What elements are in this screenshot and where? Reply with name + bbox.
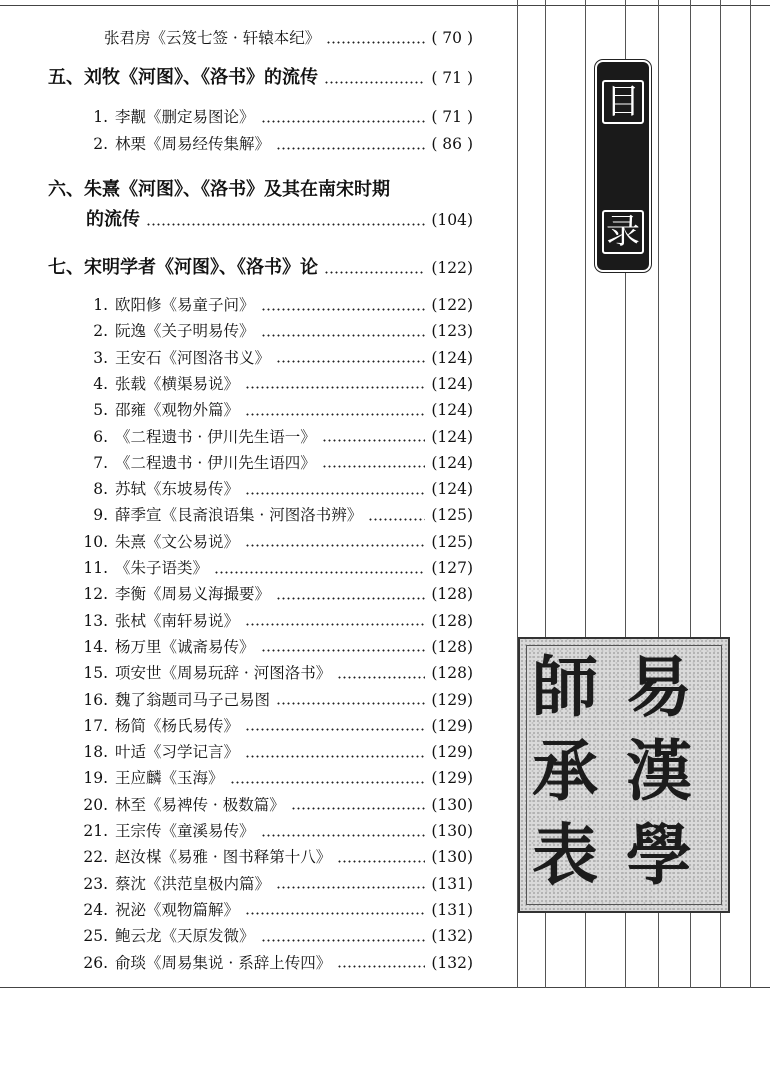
- dot-leader: [276, 886, 425, 889]
- entry-page: (123): [431, 322, 473, 341]
- entry-number: 18.: [83, 743, 108, 762]
- toc-entry[interactable]: [80, 953, 473, 973]
- dot-leader: [261, 308, 426, 311]
- entry-title: 鲍云龙《天原发微》: [115, 927, 255, 946]
- entry-title: 魏了翁题司马子己易图: [115, 690, 271, 709]
- entry-title: 张君房《云笈七签 · 轩辕本纪》: [104, 29, 321, 47]
- entry-number: 23.: [83, 874, 108, 893]
- entry-number: 14.: [83, 637, 108, 656]
- entry-number: 10.: [83, 532, 108, 551]
- entry-number: 17.: [83, 716, 108, 735]
- section-page: ( 71 ): [431, 69, 473, 87]
- entry-page: (124): [431, 480, 473, 499]
- entry-page: (125): [431, 532, 473, 551]
- entry-title: 苏轼《东坡易传》: [115, 480, 240, 499]
- section-heading[interactable]: [48, 66, 473, 90]
- entry-title: 王安石《河图洛书义》: [115, 348, 271, 367]
- stamp-char: 漢: [626, 732, 692, 810]
- dot-leader: [261, 939, 426, 942]
- dot-leader: [261, 834, 426, 837]
- entry-page: (125): [431, 506, 473, 525]
- toc-entry[interactable]: [80, 295, 473, 315]
- entry-number: 6.: [93, 427, 108, 446]
- entry-number: 13.: [83, 611, 108, 630]
- entry-title: 杨简《杨氏易传》: [115, 716, 240, 735]
- toc-entry[interactable]: [104, 28, 473, 48]
- entry-title: 邵雍《观物外篇》: [115, 401, 240, 420]
- section-heading[interactable]: [48, 256, 473, 280]
- entry-number: 22.: [83, 848, 108, 867]
- entry-number: 21.: [83, 822, 108, 840]
- entry-page: (132): [431, 953, 473, 972]
- entry-page: (124): [431, 427, 473, 446]
- toc-entry[interactable]: [80, 374, 473, 394]
- dot-leader: [324, 271, 425, 274]
- entry-title: 林栗《周易经传集解》: [115, 135, 271, 153]
- entry-title: 林至《易裨传 · 极数篇》: [115, 795, 285, 814]
- dot-leader: [322, 465, 426, 468]
- entry-page: (128): [431, 585, 473, 604]
- entry-number: 8.: [93, 480, 108, 499]
- toc-entry[interactable]: [80, 532, 473, 552]
- entry-number: 3.: [93, 348, 108, 367]
- entry-page: ( 71 ): [431, 108, 473, 126]
- dot-leader: [337, 965, 425, 968]
- entry-page: (130): [431, 822, 473, 840]
- section-title-continuation: 的流传: [86, 209, 140, 230]
- entry-title: 王应麟《玉海》: [115, 769, 224, 788]
- toc-entry[interactable]: [80, 107, 473, 127]
- toc-entry[interactable]: [80, 400, 473, 420]
- stamp-left-column: [532, 645, 598, 897]
- toc-entry[interactable]: [80, 584, 473, 604]
- entry-number: 19.: [83, 769, 108, 788]
- entry-number: 11.: [83, 559, 108, 577]
- dot-leader: [337, 676, 425, 679]
- toc-entry[interactable]: [80, 742, 473, 762]
- toc-entry[interactable]: [80, 847, 473, 867]
- toc-entry[interactable]: [80, 348, 473, 368]
- entry-page: (131): [431, 874, 473, 893]
- toc-entry[interactable]: [80, 874, 473, 894]
- entry-page: ( 70 ): [431, 29, 473, 47]
- entry-title: 李衡《周易义海撮要》: [115, 585, 271, 604]
- toc-entry[interactable]: [80, 690, 473, 710]
- entry-number: 2.: [93, 135, 108, 153]
- dot-leader: [245, 386, 425, 389]
- entry-title: 张载《横渠易说》: [115, 374, 240, 393]
- entry-page: (129): [431, 743, 473, 762]
- entry-title: 薛季宣《艮斋浪语集 · 河图洛书辨》: [115, 506, 363, 525]
- entry-title: 蔡沈《洪范皇极内篇》: [115, 874, 271, 893]
- toc-entry[interactable]: [80, 768, 473, 788]
- dot-leader: [322, 439, 426, 442]
- dot-leader: [245, 755, 425, 758]
- section-heading[interactable]: [48, 178, 473, 202]
- dot-leader: [245, 413, 425, 416]
- entry-number: 5.: [93, 401, 108, 420]
- dot-leader: [245, 623, 425, 626]
- entry-page: (128): [431, 664, 473, 683]
- toc-entry[interactable]: [80, 821, 473, 841]
- dot-leader: [146, 223, 425, 226]
- stamp-char: 學: [626, 816, 692, 894]
- entry-title: 祝泌《观物篇解》: [115, 900, 240, 919]
- section-heading-continuation[interactable]: [86, 208, 473, 232]
- dot-leader: [214, 571, 425, 574]
- entry-title: 《二程遗书 · 伊川先生语四》: [115, 453, 316, 472]
- entry-title: 《朱子语类》: [115, 559, 209, 577]
- entry-title: 《二程遗书 · 伊川先生语一》: [115, 427, 316, 446]
- toc-entry[interactable]: [80, 926, 473, 946]
- title-stamp: [518, 637, 730, 913]
- dot-leader: [261, 649, 426, 652]
- dot-leader: [291, 807, 426, 810]
- toc-entry[interactable]: [80, 716, 473, 736]
- entry-page: (127): [431, 559, 473, 577]
- entry-number: 7.: [93, 453, 108, 472]
- toc-entry[interactable]: [80, 453, 473, 473]
- stamp-char: 易: [626, 648, 692, 726]
- entry-number: 12.: [83, 585, 108, 604]
- section-title: 七、宋明学者《河图》、《洛书》论: [48, 257, 318, 278]
- dot-leader: [324, 81, 425, 84]
- entry-title: 赵汝楳《易雅 · 图书释第十八》: [115, 848, 332, 867]
- toc-entry[interactable]: [80, 505, 473, 525]
- entry-title: 俞琰《周易集说 · 系辞上传四》: [115, 953, 332, 972]
- entry-title: 王宗传《童溪易传》: [115, 822, 255, 840]
- entry-page: (124): [431, 374, 473, 393]
- dot-leader: [326, 41, 425, 44]
- entry-number: 4.: [93, 374, 108, 393]
- stamp-char: 承: [532, 732, 598, 810]
- entry-page: ( 86 ): [431, 135, 473, 153]
- entry-title: 李觏《删定易图论》: [115, 108, 255, 126]
- entry-number: 1.: [93, 108, 108, 126]
- entry-page: (124): [431, 453, 473, 472]
- stamp-char: 師: [532, 648, 598, 726]
- entry-title: 项安世《周易玩辞 · 河图洛书》: [115, 664, 332, 683]
- contents-label-char: 录: [602, 210, 644, 254]
- dot-leader: [276, 702, 425, 705]
- entry-title: 杨万里《诚斋易传》: [115, 637, 255, 656]
- toc-entry[interactable]: [80, 427, 473, 447]
- entry-number: 20.: [83, 795, 108, 814]
- toc-entry[interactable]: [80, 795, 473, 815]
- dot-leader: [276, 360, 425, 363]
- entry-number: 1.: [93, 296, 108, 314]
- dot-leader: [276, 597, 425, 600]
- dot-leader: [368, 518, 425, 521]
- toc-entry[interactable]: [80, 134, 473, 154]
- toc-entry[interactable]: [80, 611, 473, 631]
- entry-page: (131): [431, 900, 473, 919]
- entry-number: 15.: [83, 664, 108, 683]
- dot-leader: [261, 334, 426, 337]
- entry-title: 叶适《习学记言》: [115, 743, 240, 762]
- toc-entry[interactable]: [80, 637, 473, 657]
- toc-entry[interactable]: [80, 558, 473, 578]
- entry-page: (129): [431, 690, 473, 709]
- top-rule: [0, 5, 770, 6]
- entry-page: (130): [431, 848, 473, 867]
- entry-page: (129): [431, 769, 473, 788]
- toc-entry[interactable]: [80, 321, 473, 341]
- dot-leader: [230, 781, 426, 784]
- entry-number: 26.: [83, 953, 108, 972]
- toc-entry[interactable]: [80, 479, 473, 499]
- entry-number: 24.: [83, 900, 108, 919]
- entry-title: 阮逸《关子明易传》: [115, 322, 255, 341]
- entry-page: (132): [431, 927, 473, 946]
- toc-entry[interactable]: [80, 900, 473, 920]
- dot-leader: [245, 544, 425, 547]
- dot-leader: [276, 147, 425, 150]
- dot-leader: [245, 492, 425, 495]
- dot-leader: [245, 912, 425, 915]
- contents-label: [597, 62, 649, 270]
- dot-leader: [337, 860, 425, 863]
- section-title: 五、刘牧《河图》、《洛书》的流传: [48, 67, 318, 88]
- section-page: (122): [431, 259, 473, 277]
- entry-page: (128): [431, 611, 473, 630]
- section-title: 六、朱熹《河图》、《洛书》及其在南宋时期: [48, 179, 390, 200]
- toc-entry[interactable]: [80, 663, 473, 683]
- entry-page: (130): [431, 795, 473, 814]
- entry-title: 朱熹《文公易说》: [115, 532, 240, 551]
- entry-title: 张栻《南轩易说》: [115, 611, 240, 630]
- column-rule: [750, 0, 751, 988]
- contents-label-char: 目: [602, 80, 644, 124]
- bottom-rule: [0, 987, 770, 988]
- entry-page: (122): [431, 296, 473, 314]
- entry-page: (129): [431, 716, 473, 735]
- stamp-right-column: [626, 645, 692, 897]
- entry-title: 欧阳修《易童子问》: [115, 296, 255, 314]
- entry-number: 16.: [83, 690, 108, 709]
- section-page: (104): [431, 211, 473, 229]
- entry-page: (124): [431, 401, 473, 420]
- entry-page: (124): [431, 348, 473, 367]
- entry-page: (128): [431, 637, 473, 656]
- entry-number: 2.: [93, 322, 108, 341]
- dot-leader: [245, 728, 425, 731]
- entry-number: 9.: [93, 506, 108, 525]
- stamp-char: 表: [532, 816, 598, 894]
- dot-leader: [261, 120, 426, 123]
- entry-number: 25.: [83, 927, 108, 946]
